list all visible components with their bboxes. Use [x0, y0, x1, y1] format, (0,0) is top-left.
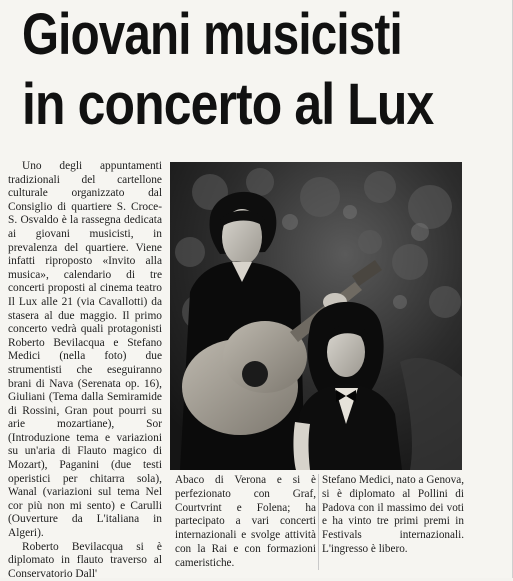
article-body-left-column	[8, 160, 162, 581]
body-paragraph-1: Uno degli appuntamenti tradizionali del cartellone culturale organizzato dal Consiglio di quartiere S. Croce-S. Osvaldo è la rassegna dedicata ai giovani musicisti, in prevalenza del quartiere. Viene infatti riproposto «Invito alla musica», calendario di tre concerti proposti al cinema teatro Il Lux alle 21 (via Cavallotti) da stasera al due maggio. Il primo concerto vedrà quali protagonisti Roberto Bevilacqua e Stefano Medici (nella foto) due strumentisti che eseguiranno brani di Nava (Serenata op. 16), Giuliani (Tema dalla Semiramide di Rossini, Gran pout pourri su arie mozartiane), Sor (Introduzione tema e variazioni su un'aria di Flauto magico di Mozart), Paganini (due testi operistici per chitarra sola), Wanal (variazioni sul tema Nel cor più non mi sento) e Carulli (Ouverture da L'italiana in Algeri).	[8, 160, 162, 540]
body-paragraph-3: Abaco di Verona e si è perfezionato con Graf, Courtvrint e Folena; ha partecipato a vari concerti internazionali e svolge attività con la Rai e con formazioni cameristiche.	[175, 474, 316, 569]
headline-line-1: Giovani musicisti	[22, 2, 402, 67]
article-body-middle-column	[175, 474, 316, 571]
article-body-right-column	[322, 474, 464, 557]
body-paragraph-2: Roberto Bevilacqua si è diplomato in flauto traverso al Conservatorio Dall'	[8, 540, 162, 580]
musicians-photo	[170, 162, 462, 470]
column-divider	[318, 474, 319, 570]
headline-line-2: in concerto al Lux	[22, 72, 434, 137]
body-paragraph-4: Stefano Medici, nato a Genova, si è diplomato al Pollini di Padova con il massimo dei voti e ha vinto tre primi premi in Festivals internazionali. L'ingresso è libero.	[322, 474, 464, 555]
